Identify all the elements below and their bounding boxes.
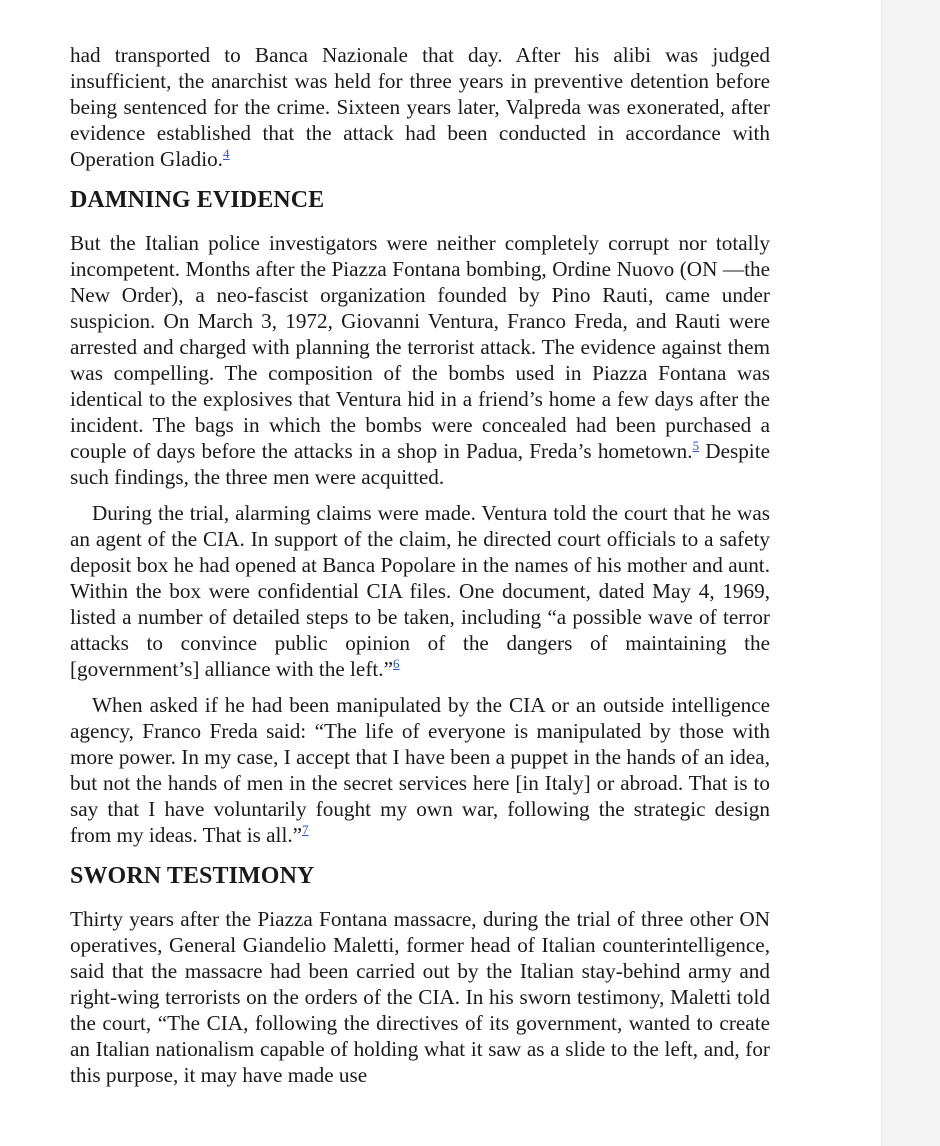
footnote-link-7[interactable]: 7: [302, 821, 309, 837]
paragraph-text: had transported to Banca Nazionale that day. After his alibi was judged insufficient, the anarchist was held for three years in preventive detention before being sentenced for the crime. Sixteen years later, Valpreda was exonerated, after evidence established that the attack had been conducted in accordance with Operation Gladio.: [70, 43, 770, 171]
footnote-link-4[interactable]: 4: [222, 145, 230, 161]
paragraph-text: When asked if he had been manipulated by the CIA or an outside intelligence agency, Franco Freda said: “The life of everyone is manipulated by those with more power. In my case, I accept that I have been a puppet in the hands of an idea, but not the hands of men in the secret services here [in Italy] or abroad. That is to say that I have voluntarily fought my own war, following the strategic design from my ideas. That is all.”: [70, 693, 770, 847]
book-page: [70, 42, 770, 1088]
paragraph-valpreda: [70, 42, 770, 172]
section-heading-damning-evidence: DAMNING EVIDENCE: [70, 187, 325, 213]
paragraph-maletti-testimony: Thirty years after the Piazza Fontana massacre, during the trial of three other ON operatives, General Giandelio Maletti, former head of Italian counterintelligence, said that the massacre had been carried out by the Italian stay-behind army and right-wing terrorists on the orders of the CIA. In his sworn testimony, Maletti told the court, “The CIA, following the directives of its government, wanted to create an Italian nationalism capable of holding what it saw as a slide to the left, and, for this purpose, it may have made use: [70, 907, 770, 1087]
paragraph-police-investigators: [70, 230, 770, 490]
paragraph-text: But the Italian police investigators were neither completely corrupt nor totally incompetent. Months after the Piazza Fontana bombing, Ordine Nuovo (ON —the New Order), a neo-fascist organization founded by Pino Rauti, came under suspicion. On March 3, 1972, Giovanni Ventura, Franco Freda, and Rauti were arrested and charged with planning the terrorist attack. The evidence against them was compelling. The composition of the bombs used in Piazza Fontana was identical to the explosives that Ventura hid in a friend’s home a few days after the incident. The bags in which the bombs were concealed had been purchased a couple of days before the attacks in a shop in Padua, Freda’s hometown.: [70, 231, 770, 463]
paragraph-text-continued: Despite such findings, the three men were acquitted.: [70, 439, 770, 489]
footnote-link-5[interactable]: 5: [692, 437, 700, 453]
paragraph-trial-claims: [70, 500, 770, 682]
paragraph-freda-quote: [70, 692, 770, 848]
section-heading-sworn-testimony: SWORN TESTIMONY: [70, 863, 315, 889]
right-margin-panel: [881, 0, 940, 1146]
paragraph-text: During the trial, alarming claims were made. Ventura told the court that he was an agent of the CIA. In support of the claim, he directed court officials to a safety deposit box he had opened at Banca Popolare in the names of his mother and aunt. Within the box were confidential CIA files. One document, dated May 4, 1969, listed a number of detailed steps to be taken, including “a possible wave of terror attacks to convince public opinion of the dangers of maintaining the [government’s] alliance with the left.”: [70, 501, 770, 681]
footnote-link-6[interactable]: 6: [393, 655, 400, 671]
